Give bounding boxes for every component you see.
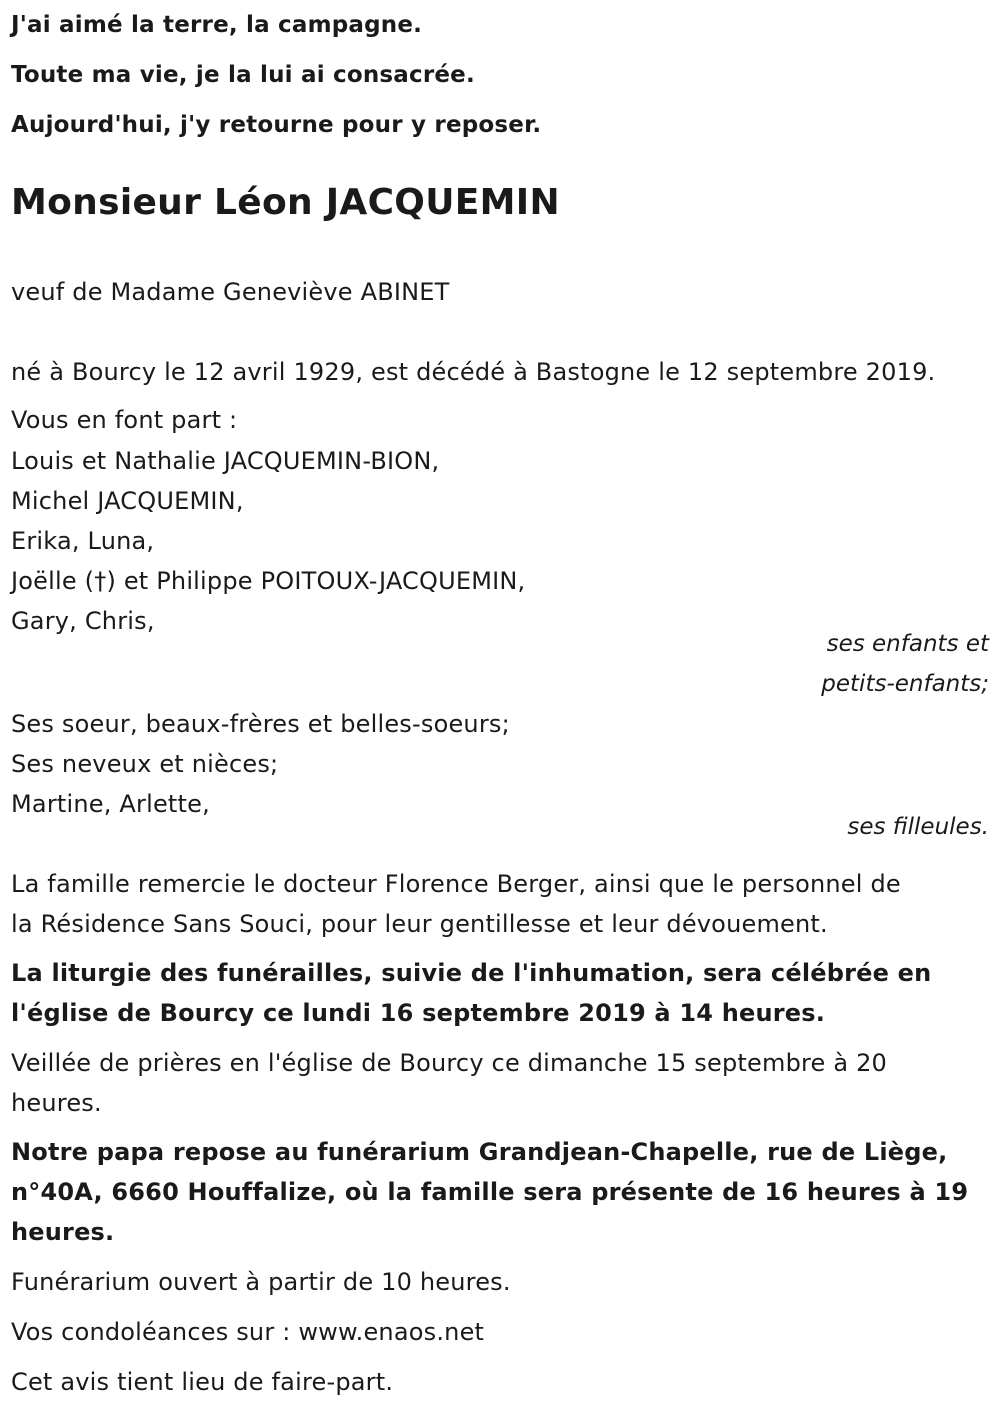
children-line-4-post: ) et Philippe POITOUX-JACQUEMIN, xyxy=(106,567,526,595)
funerarium-open: Funérarium ouvert à partir de 10 heures. xyxy=(11,1268,511,1296)
condolences: Vos condoléances sur : www.enaos.net xyxy=(11,1318,485,1346)
relatives-line-2: Ses neveux et nièces; xyxy=(11,750,279,778)
children-line-3: Erika, Luna, xyxy=(11,527,155,555)
vigil-line-2: heures. xyxy=(11,1089,102,1117)
children-role-line-1: ses enfants et xyxy=(826,631,989,657)
birth-death: né à Bourcy le 12 avril 1929, est décédé à Bastogne le 12 septembre 2019. xyxy=(11,358,936,386)
notice: Cet avis tient lieu de faire-part. xyxy=(11,1368,394,1396)
children-line-1: Louis et Nathalie JACQUEMIN-BION, xyxy=(11,447,440,475)
rest-line-3: heures. xyxy=(11,1218,115,1246)
liturgy-line-2: l'église de Bourcy ce lundi 16 septembre 2019 à 14 heures. xyxy=(11,999,826,1027)
thanks-line-1: La famille remercie le docteur Florence Berger, ainsi que le personnel de xyxy=(11,870,901,898)
children-line-4-pre: Joëlle ( xyxy=(11,567,95,595)
thanks-line-2: la Résidence Sans Souci, pour leur gentillesse et leur dévouement. xyxy=(11,910,828,938)
liturgy-line-1: La liturgie des funérailles, suivie de l'inhumation, sera célébrée en xyxy=(11,959,932,987)
widower-of: veuf de Madame Geneviève ABINET xyxy=(11,278,450,306)
announce-intro: Vous en font part : xyxy=(11,406,238,434)
rest-line-2: n°40A, 6660 Houffalize, où la famille sera présente de 16 heures à 19 xyxy=(11,1178,969,1206)
children-line-4 xyxy=(11,567,525,595)
children-role-line-2: petits-enfants; xyxy=(821,671,989,697)
relatives-line-3: Martine, Arlette, xyxy=(11,790,210,818)
children-line-2: Michel JACQUEMIN, xyxy=(11,487,244,515)
cross-icon: † xyxy=(94,567,107,595)
relatives-line-1: Ses soeur, beaux-frères et belles-soeurs; xyxy=(11,710,510,738)
rest-line-1: Notre papa repose au funérarium Grandjean-Chapelle, rue de Liège, xyxy=(11,1138,948,1166)
relatives-role: ses filleules. xyxy=(847,814,989,840)
epitaph-line-2: Toute ma vie, je la lui ai consacrée. xyxy=(11,62,475,88)
vigil-line-1: Veillée de prières en l'église de Bourcy ce dimanche 15 septembre à 20 xyxy=(11,1049,888,1077)
epitaph-line-3: Aujourd'hui, j'y retourne pour y reposer. xyxy=(11,112,542,138)
children-line-5: Gary, Chris, xyxy=(11,607,155,635)
epitaph-line-1: J'ai aimé la terre, la campagne. xyxy=(11,12,423,38)
deceased-name: Monsieur Léon JACQUEMIN xyxy=(11,182,560,223)
